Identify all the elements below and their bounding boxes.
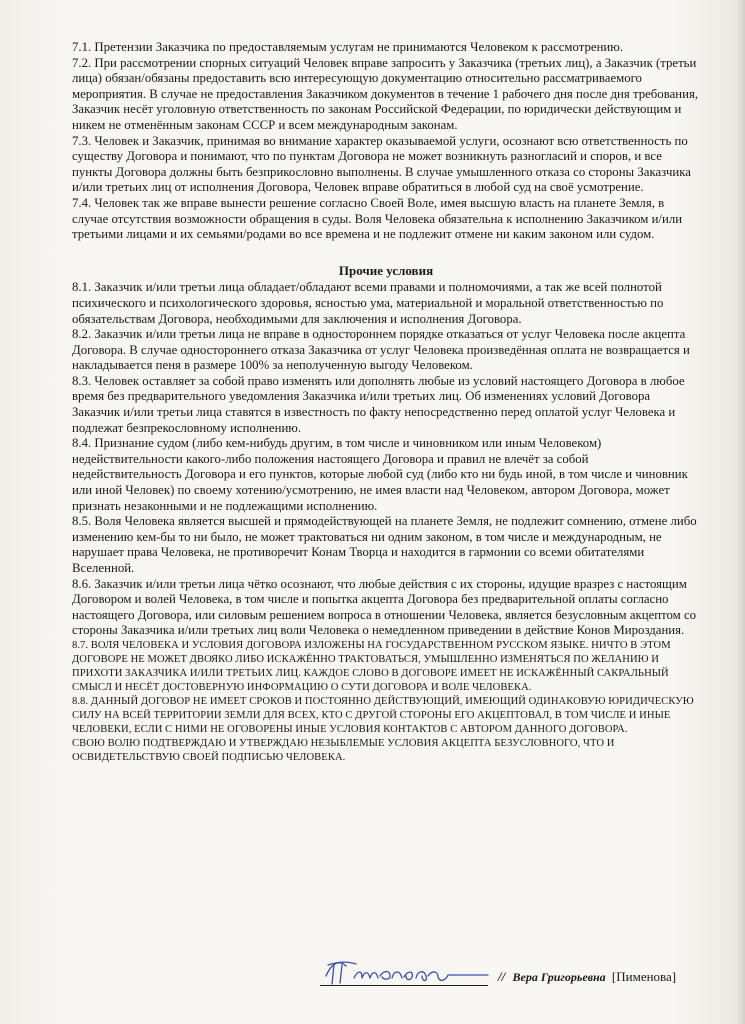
clause-7-1: 7.1. Претензии Заказчика по предоставляемым услугам не принимаются Человеком к рассмотрению.: [72, 40, 624, 54]
signature-line: [320, 985, 488, 986]
clause-8-8: 8.8. ДАННЫЙ ДОГОВОР НЕ ИМЕЕТ СРОКОВ И ПОСТОЯННО ДЕЙСТВУЮЩИЙ, ИМЕЮЩИЙ ОДИНАКОВУЮ ЮРИДИЧЕСКУЮ СИЛУ НА ВСЕЙ ТЕРРИТОРИИ ЗЕМЛИ ДЛЯ ВСЕХ, КТО С ДРУГОЙ СТОРОНЫ ЕГО АКЦЕПТОВАЛ, В ТОМ ЧИСЛЕ И ИНЫЕ ЧЕЛОВЕКИ, ЕСЛИ С НИМИ НЕ ОГОВОРЕНЫ ИНЫЕ УСЛОВИЯ КОНТАКТОВ С АВТОРОМ ДАННОГО ДОГОВОРА.: [72, 695, 694, 735]
clause-8-4: 8.4. Признание судом (либо кем-нибудь другим, в том числе и чиновником или иным Человеком) недействительности какого-либо положения настоящего Договора и правил не влечёт за собой недействительность Договора и его пунктов, которые любой суд (либо кто ни будь иной, в том числе и чиновник или иной Человек) по своему хотению/усмотрению, не имея власти над Человеком, автором Договора, может признать незаконными и не подлежащими исполнению.: [72, 436, 688, 513]
signer-name: Вера Григорьевна: [512, 970, 606, 984]
clause-7-3: 7.3. Человек и Заказчик, принимая во внимание характер оказываемой услуги, осознают всю ответственность по существу Договора и понимают, что по пунктам Договора не может возникнуть разногласий и споров, и все пункты Договора должны быть безприкословно выполнены. В случае умышленного отказа со стороны Заказчика и/или третьих лиц от исполнения Договора, Человек вправе обратиться в любой суд на своё усмотрение.: [72, 133, 691, 195]
signature-separator: //: [498, 969, 506, 984]
clause-8-6: 8.6. Заказчик и/или третьи лица чётко осознают, что любые действия с их стороны, идущие вразрез с настоящим Договором и волей Человека, в том числе и попытка акцепта Договора без предварительной оплаты согласно настоящего Договора, или силовым решением вопроса в отношении Человека, является безусловным акцептом со стороны Заказчика и/или третьих лиц воли Человека о немедленном приведении в действие Конов Мироздания.: [72, 576, 697, 638]
clause-8-2: 8.2. Заказчик и/или третьи лица не вправе в одностороннем порядке отказаться от услуг Человека после акцепта Договора. В случае одностороннего отказа Заказчика от услуг Человека произведённая оплата не возвращается и накладывается пеня в размере 100% за неполученную выгоду Человеком.: [72, 327, 690, 373]
signature-caption: [498, 969, 676, 985]
clause-8-5: 8.5. Воля Человека является высшей и прямодействующей на планете Земля, не подлежит сомнению, отмене либо изменению кем-бы то ни было, не может трактоваться ни одним законом, в том числе и международным, не нарушает права Человека, не противоречит Конам Творца и находится в гармонии со всеми обитателями Вселенной.: [72, 514, 697, 575]
confirmation-statement: СВОЮ ВОЛЮ ПОДТВЕРЖДАЮ И УТВЕРЖДАЮ НЕЗЫБЛЕМЫЕ УСЛОВИЯ АКЦЕПТА БЕЗУСЛОВНОГО, ЧТО И ОСВИДЕТЕЛЬСТВУЮ СВОЕЙ ПОДПИСЬЮ ЧЕЛОВЕКА.: [72, 737, 615, 763]
clause-7-4: 7.4. Человек так же вправе вынести решение согласно Своей Воле, имея высшую власть на планете Земля, в случае отсутствия возможности обращения в суды. Воля Человека обязательна к исполнению Заказчиком и/или третьими лицами и их семьями/родами во все времена и не подлежит отмене ни каким законом или судом.: [72, 195, 683, 242]
section-heading-other-terms: Прочие условия: [338, 262, 434, 278]
clause-8-7: 8.7. ВОЛЯ ЧЕЛОВЕКА И УСЛОВИЯ ДОГОВОРА ИЗЛОЖЕНЫ НА ГОСУДАРСТВЕННОМ РУССКОМ ЯЗЫКЕ. НИЧТО В ЭТОМ ДОГОВОРЕ НЕ МОЖЕТ ДВОЯКО ЛИБО ИСКАЖЁННО ТРАКТОВАТЬСЯ, УМЫШЛЕННО ИЗМЕНЯТЬСЯ ПО ЖЕЛАНИЮ И ПРИХОТИ ЗАКАЗЧИКА И/ИЛИ ТРЕТЬИХ ЛИЦ. КАЖДОЕ СЛОВО В ДОГОВОРЕ ИМЕЕТ НЕ ИСКАЖЁННЫЙ САКРАЛЬНЫЙ СМЫСЛ И НЕСЁТ ДОСТОВЕРНУЮ ИНФОРМАЦИЮ О СУТИ ДОГОВОРА И ВОЛЕ ЧЕЛОВЕКА.: [72, 639, 671, 693]
clause-8-3: 8.3. Человек оставляет за собой право изменять или дополнять любые из условий настоящего Договора в любое время без предварительного уведомления Заказчика и/или третьих лиц. Об изменениях условий Договора Заказчик и/или третьи лица ставятся в известность по факту непосредственно перед оплатой услуг Человека и подлежат безпрекословному исполнению.: [72, 373, 685, 435]
clause-7-2: 7.2. При рассмотрении спорных ситуаций Человек вправе запросить у Заказчика (третьих лиц), а Заказчик (третьи лица) обязан/обязаны предоставить всю интересующую документацию относительно рассматриваемого мероприятия. В случае не предоставления Заказчиком документов в течение 1 рабочего дня после дня требования, Заказчик несёт уголовную ответственность по законам Российской Федерации, по юридически действующим и никем не отменённым законам СССР и всем международным законам.: [72, 55, 699, 132]
clause-8-1: 8.1. Заказчик и/или третьи лица обладает/обладают всеми правами и полномочиями, а так же всей полнотой психического и психологического здоровья, ясностью ума, материальной и моральной ответственностью по обязательствам Договора, необходимыми для заключения и исполнения Договора.: [72, 280, 664, 326]
signature-block: [320, 956, 720, 996]
page-edge-shadow: [735, 0, 745, 1024]
document-body: [72, 40, 700, 765]
signer-surname: [Пименова]: [611, 969, 677, 984]
